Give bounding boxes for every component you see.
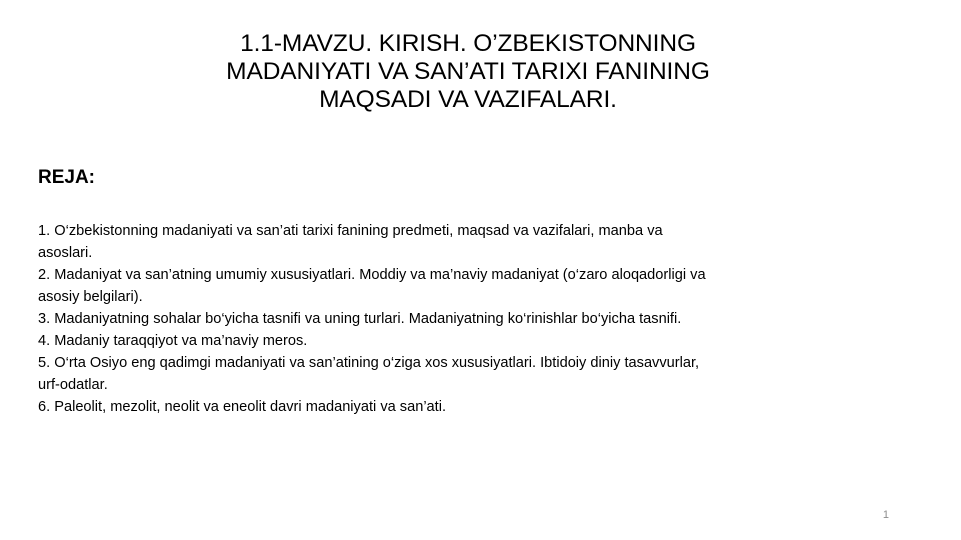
plan-item <box>38 352 818 396</box>
plan-item-line: 5. O‘rta Osiyo eng qadimgi madaniyati va san’atining o‘ziga xos xususiyatlari. Ibtidoiy diniy tasavvurlar, <box>38 355 700 371</box>
plan-item-line: 6. Paleolit, mezolit, neolit va eneolit davri madaniyati va san’ati. <box>38 399 447 415</box>
plan-item-line: asoslari. <box>38 245 93 261</box>
plan-item <box>38 264 818 308</box>
plan-item-line: 3. Madaniyatning sohalar bo‘yicha tasnifi va uning turlari. Madaniyatning ko‘rinishlar bo‘yicha tasnifi. <box>38 311 682 327</box>
slide-title-line: MAQSADI VA VAZIFALARI. <box>319 86 617 113</box>
plan-item-line: 1. O‘zbekistonning madaniyati va san’ati tarixi fanining predmeti, maqsad va vazifalari, manba va <box>38 223 663 239</box>
plan-item-line: 2. Madaniyat va san’atning umumiy xususiyatlari. Moddiy va ma’naviy madaniyat (o‘zaro aloqadorligi va <box>38 267 706 283</box>
page-number: 1 <box>882 509 889 521</box>
plan-item <box>38 330 818 352</box>
plan-heading: REJA: <box>38 167 96 188</box>
plan-item-line: urf-odatlar. <box>38 377 108 393</box>
slide-title-line: MADANIYATI VA SAN’ATI TARIXI FANINING <box>226 58 710 85</box>
plan-item-line: 4. Madaniy taraqqiyot va ma’naviy meros. <box>38 333 308 349</box>
slide-title <box>150 30 786 114</box>
plan-list <box>38 220 818 418</box>
plan-item-line: asosiy belgilari). <box>38 289 143 305</box>
plan-item <box>38 220 818 264</box>
slide-title-line: 1.1-MAVZU. KIRISH. O’ZBEKISTONNING <box>240 30 696 57</box>
plan-item <box>38 396 818 418</box>
plan-item <box>38 308 818 330</box>
